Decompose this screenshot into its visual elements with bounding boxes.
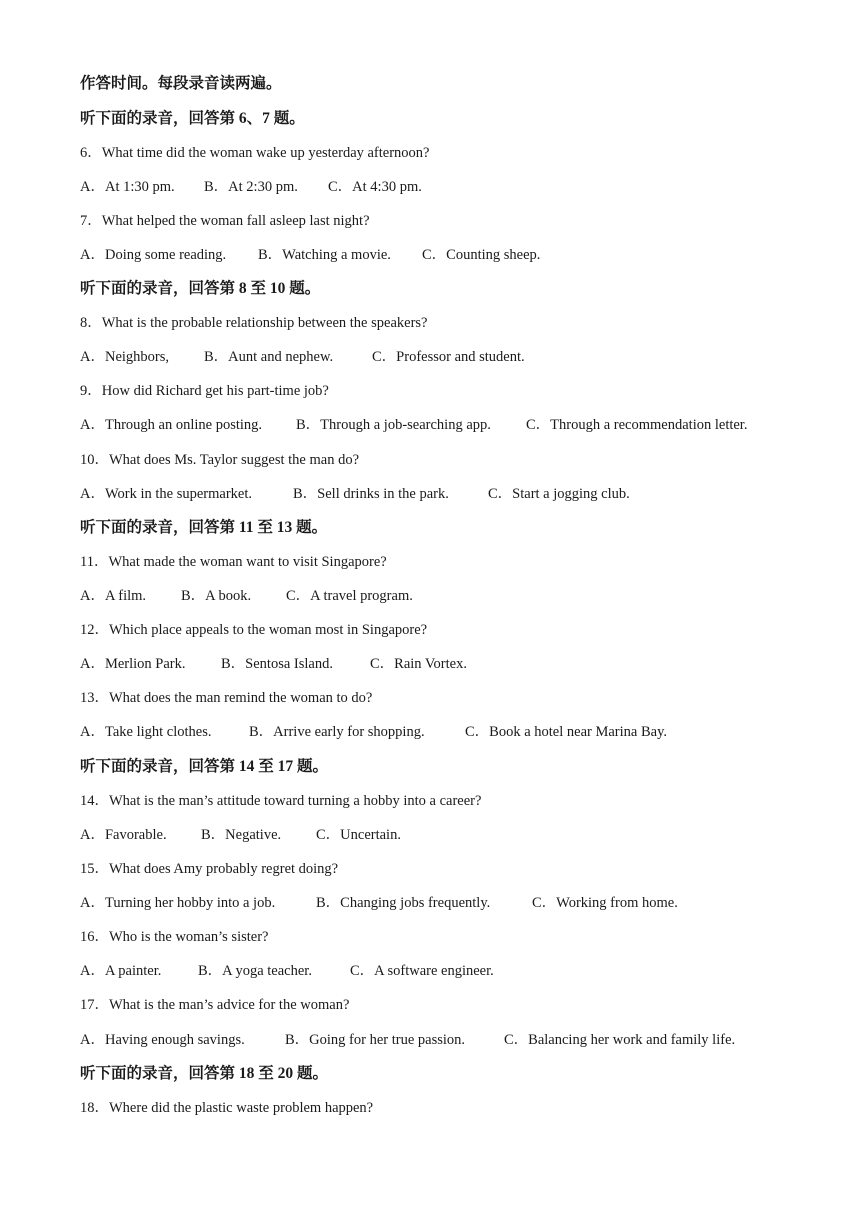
option-c: C．Working from home. — [532, 895, 678, 911]
option-a: A．Take light clothes. — [80, 724, 212, 740]
question-text: 17．What is the man’s advice for the woman? — [80, 997, 350, 1013]
options-row — [80, 177, 422, 197]
option-a: A．Doing some reading. — [80, 247, 227, 263]
options-row — [80, 722, 667, 742]
option-b: B．Sentosa Island. — [221, 656, 333, 672]
option-c: C．Through a recommendation letter. — [526, 417, 748, 433]
section-heading: 听下面的录音，回答第 8 至 10 题。 — [80, 280, 321, 297]
options-row — [80, 893, 678, 913]
option-c: C．Start a jogging club. — [488, 486, 630, 502]
question-text: 15．What does Amy probably regret doing? — [80, 861, 339, 877]
option-c: C．A travel program. — [286, 588, 413, 604]
question-text: 6．What time did the woman wake up yesterday afternoon? — [80, 145, 430, 161]
option-a: A．Neighbors, — [80, 349, 170, 365]
option-b: B．At 2:30 pm. — [204, 179, 298, 195]
option-b: B．Changing jobs frequently. — [316, 895, 491, 911]
option-b: B．Watching a movie. — [258, 247, 391, 263]
option-a: A．At 1:30 pm. — [80, 179, 175, 195]
option-b: B．Going for her true passion. — [285, 1032, 466, 1048]
options-row — [80, 825, 401, 845]
question-text: 16．Who is the woman’s sister? — [80, 929, 269, 945]
option-c: C．Uncertain. — [316, 827, 401, 843]
options-row — [80, 586, 413, 606]
section-heading: 听下面的录音，回答第 6、7 题。 — [80, 110, 305, 127]
option-c: C．Balancing her work and family life. — [504, 1032, 736, 1048]
option-a: A．A film. — [80, 588, 147, 604]
option-c: C．At 4:30 pm. — [328, 179, 422, 195]
option-c: C．Book a hotel near Marina Bay. — [465, 724, 668, 740]
question-text: 14．What is the man’s attitude toward turning a hobby into a career? — [80, 793, 482, 809]
question-text: 12．Which place appeals to the woman most in Singapore? — [80, 622, 428, 638]
question-text: 9．How did Richard get his part-time job? — [80, 383, 329, 399]
option-a: A．Turning her hobby into a job. — [80, 895, 276, 911]
option-b: B．Negative. — [201, 827, 282, 843]
options-row — [80, 484, 630, 504]
section-heading: 听下面的录音，回答第 18 至 20 题。 — [80, 1065, 329, 1082]
option-a: A．Work in the supermarket. — [80, 486, 252, 502]
options-row — [80, 1030, 735, 1050]
intro-text: 作答时间。每段录音读两遍。 — [80, 75, 282, 92]
question-text: 7．What helped the woman fall asleep last night? — [80, 213, 370, 229]
option-a: A．Through an online posting. — [80, 417, 263, 433]
question-text: 13．What does the man remind the woman to do? — [80, 690, 373, 706]
option-c: C．Rain Vortex. — [370, 656, 467, 672]
options-row — [80, 654, 467, 674]
option-a: A．Favorable. — [80, 827, 167, 843]
options-row — [80, 961, 494, 981]
option-a: A．Having enough savings. — [80, 1032, 245, 1048]
option-c: C．Counting sheep. — [422, 247, 541, 263]
option-c: C．Professor and student. — [372, 349, 525, 365]
option-a: A．Merlion Park. — [80, 656, 186, 672]
options-row — [80, 347, 525, 367]
options-row — [80, 415, 747, 435]
option-b: B．Aunt and nephew. — [204, 349, 334, 365]
question-text: 18．Where did the plastic waste problem happen? — [80, 1100, 374, 1116]
question-text: 11．What made the woman want to visit Singapore? — [80, 554, 387, 570]
section-heading: 听下面的录音，回答第 14 至 17 题。 — [80, 758, 329, 775]
section-heading: 听下面的录音，回答第 11 至 13 题。 — [80, 519, 328, 536]
question-text: 10．What does Ms. Taylor suggest the man do? — [80, 452, 360, 468]
option-b: B．Sell drinks in the park. — [293, 486, 449, 502]
option-b: B．Through a job-searching app. — [296, 417, 491, 433]
options-row — [80, 245, 540, 265]
option-b: B．Arrive early for shopping. — [249, 724, 425, 740]
option-a: A．A painter. — [80, 963, 162, 979]
question-text: 8．What is the probable relationship between the speakers? — [80, 315, 428, 331]
option-b: B．A yoga teacher. — [198, 963, 312, 979]
option-b: B．A book. — [181, 588, 252, 604]
option-c: C．A software engineer. — [350, 963, 494, 979]
